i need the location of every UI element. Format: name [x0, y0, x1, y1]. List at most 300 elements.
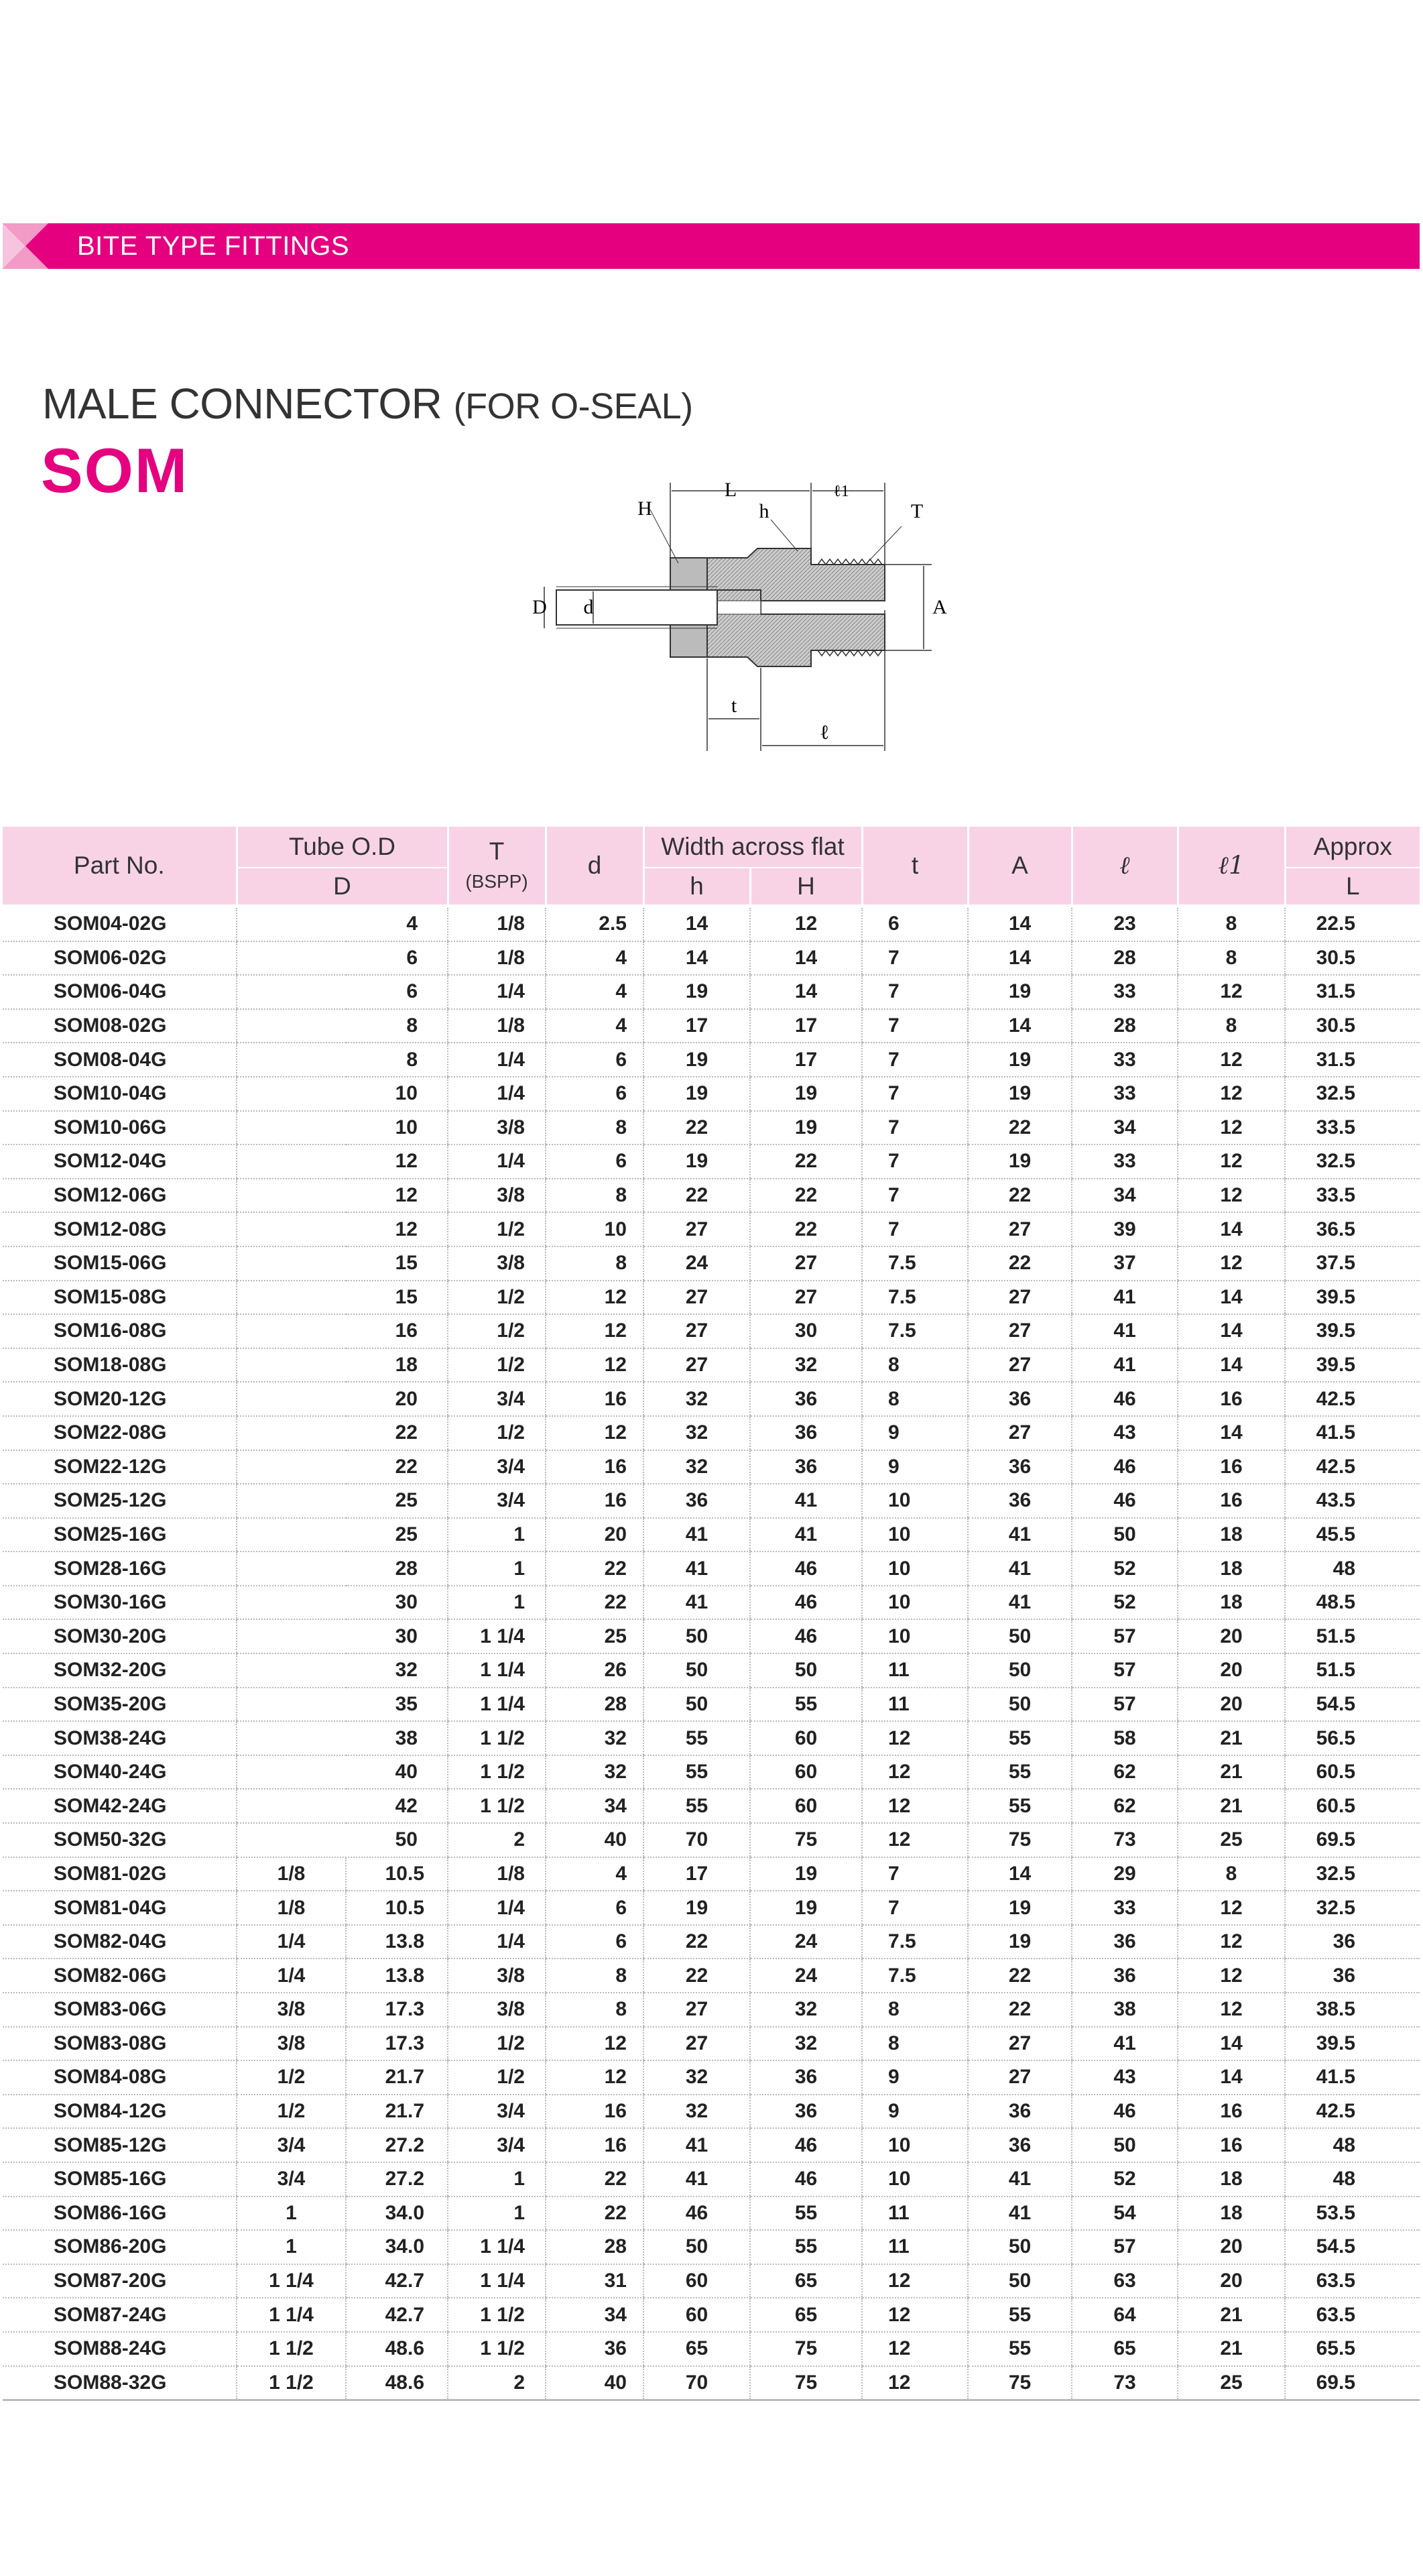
table-cell: 19 [643, 1891, 750, 1925]
table-cell: 1/4 [448, 1043, 546, 1077]
banner-arrow-icon [3, 223, 48, 269]
table-cell: 1 [448, 1586, 546, 1620]
table-cell: 3/8 [237, 1993, 346, 2027]
table-cell: 3/8 [448, 1179, 546, 1213]
table-cell: 19 [968, 1043, 1072, 1077]
table-cell: 57 [1072, 1653, 1178, 1688]
table-cell: 1/2 [448, 2027, 546, 2061]
table-cell: 36 [968, 2128, 1072, 2162]
diagram-label-D: D [532, 596, 547, 618]
table-cell: SOM85-16G [3, 2162, 237, 2197]
table-cell: 33 [1072, 975, 1178, 1009]
table-cell: 3/4 [237, 2162, 346, 2197]
banner-title: BITE TYPE FITTINGS [77, 231, 350, 261]
header-tube-od: Tube O.D [237, 827, 448, 868]
table-row [3, 1823, 1420, 1857]
table-cell: 50 [968, 1619, 1072, 1653]
table-cell: 1 1/2 [237, 2332, 346, 2366]
table-cell: 8 [1178, 941, 1285, 976]
table-cell: 7 [862, 1077, 968, 1111]
table-cell: 8 [862, 2027, 968, 2061]
table-cell: 12 [1178, 1077, 1285, 1111]
table-cell: 13.8 [346, 1925, 448, 1959]
table-cell: 10 [546, 1212, 643, 1246]
table-cell: 55 [968, 1755, 1072, 1790]
table-cell: 29 [1072, 1857, 1178, 1891]
table-cell: 7 [862, 975, 968, 1009]
header-tube-od-D: D [237, 868, 448, 906]
table-cell: 33 [1072, 1891, 1178, 1925]
table-cell: 57 [1072, 2230, 1178, 2264]
table-cell: 34 [1072, 1179, 1178, 1213]
table-cell: 6 [237, 941, 448, 976]
table-row [3, 1043, 1420, 1077]
table-cell: 46 [750, 2128, 862, 2162]
table-row [3, 1552, 1420, 1586]
table-cell: 12 [862, 2264, 968, 2298]
table-cell: 28 [237, 1552, 448, 1586]
table-cell: 12 [1178, 1145, 1285, 1179]
table-cell: 1 1/2 [237, 2366, 346, 2400]
table-cell: 39.5 [1285, 2027, 1420, 2061]
table-cell: 4 [237, 906, 448, 941]
table-cell: 1 1/2 [448, 1721, 546, 1755]
table-cell: 19 [968, 975, 1072, 1009]
table-cell: 7 [862, 1145, 968, 1179]
table-cell: SOM82-04G [3, 1925, 237, 1959]
header-approx-L: L [1285, 868, 1420, 906]
table-cell: 36 [546, 2332, 643, 2366]
table-row [3, 1179, 1420, 1213]
table-cell: 19 [968, 1145, 1072, 1179]
table-cell: 38 [1072, 1993, 1178, 2027]
table-cell: 41 [643, 2128, 750, 2162]
table-cell: 9 [862, 1416, 968, 1450]
table-cell: 41 [1072, 1281, 1178, 1315]
table-cell: 11 [862, 1653, 968, 1688]
table-cell: 12 [1178, 1891, 1285, 1925]
table-cell: 21 [1178, 2298, 1285, 2332]
table-cell: 22 [643, 1179, 750, 1213]
diagram-label-d: d [583, 596, 594, 618]
table-cell: 17.3 [346, 1993, 448, 2027]
table-cell: 27 [750, 1246, 862, 1281]
table-cell: 1 1/2 [448, 2332, 546, 2366]
table-cell: 27 [968, 1212, 1072, 1246]
table-row [3, 1619, 1420, 1653]
table-cell: SOM87-20G [3, 2264, 237, 2298]
table-cell: 73 [1072, 2366, 1178, 2400]
table-cell: 17 [643, 1857, 750, 1891]
table-row [3, 975, 1420, 1009]
table-cell: 12 [862, 2332, 968, 2366]
table-cell: 43.5 [1285, 1484, 1420, 1518]
table-cell: SOM35-20G [3, 1688, 237, 1722]
table-cell: 38 [237, 1721, 448, 1755]
table-cell: 32 [643, 2095, 750, 2129]
table-row [3, 1416, 1420, 1450]
table-cell: 12 [1178, 1111, 1285, 1145]
table-cell: 24 [750, 1925, 862, 1959]
header-A: A [968, 827, 1072, 906]
table-cell: 27 [643, 2027, 750, 2061]
table-cell: 53.5 [1285, 2197, 1420, 2231]
table-cell: 14 [1178, 1348, 1285, 1383]
table-cell: 36 [643, 1484, 750, 1518]
table-cell: SOM04-02G [3, 906, 237, 941]
table-cell: 8 [546, 1179, 643, 1213]
table-cell: 3/4 [448, 1382, 546, 1416]
table-cell: 20 [1178, 2264, 1285, 2298]
table-cell: 33 [1072, 1145, 1178, 1179]
table-cell: SOM85-12G [3, 2128, 237, 2162]
table-row [3, 1111, 1420, 1145]
table-cell: 21 [1178, 1721, 1285, 1755]
table-cell: 4 [546, 1857, 643, 1891]
table-cell: 22 [643, 1111, 750, 1145]
table-cell: 12 [546, 1314, 643, 1348]
table-cell: 12 [1178, 1958, 1285, 1993]
diagram-label-l: ℓ [819, 721, 830, 744]
table-cell: 19 [968, 1077, 1072, 1111]
table-cell: 42.7 [346, 2264, 448, 2298]
table-cell: 9 [862, 2095, 968, 2129]
table-cell: 1/4 [448, 1145, 546, 1179]
table-cell: 30 [750, 1314, 862, 1348]
table-cell: 55 [750, 1688, 862, 1722]
table-cell: 48.6 [346, 2332, 448, 2366]
table-cell: 57 [1072, 1619, 1178, 1653]
table-cell: 40 [546, 1823, 643, 1857]
table-cell: 56.5 [1285, 1721, 1420, 1755]
table-cell: 36.5 [1285, 1212, 1420, 1246]
table-cell: 6 [546, 1891, 643, 1925]
table-cell: 1/8 [448, 1009, 546, 1043]
table-cell: 55 [643, 1755, 750, 1790]
table-cell: SOM22-08G [3, 1416, 237, 1450]
table-cell: 36 [968, 1450, 1072, 1484]
table-cell: 1/4 [448, 1925, 546, 1959]
table-cell: 2.5 [546, 906, 643, 941]
table-row [3, 1518, 1420, 1552]
table-cell: 22 [546, 1586, 643, 1620]
table-cell: 1 1/4 [237, 2264, 346, 2298]
table-cell: 1/2 [237, 2095, 346, 2129]
table-cell: 28 [546, 2230, 643, 2264]
table-cell: 41 [1072, 1348, 1178, 1383]
table-cell: 46 [750, 1619, 862, 1653]
table-cell: 27 [750, 1281, 862, 1315]
table-cell: 24 [750, 1958, 862, 1993]
table-cell: 41 [968, 2197, 1072, 2231]
table-cell: 22 [750, 1145, 862, 1179]
table-cell: 10 [862, 1518, 968, 1552]
table-cell: 16 [546, 1450, 643, 1484]
table-cell: 14 [1178, 1281, 1285, 1315]
table-row [3, 2264, 1420, 2298]
product-title-main: MALE CONNECTOR [42, 379, 442, 428]
table-cell: 25 [1178, 2366, 1285, 2400]
table-cell: 41 [968, 2162, 1072, 2197]
specification-rows [3, 906, 1420, 2400]
table-cell: 22 [237, 1416, 448, 1450]
table-cell: 14 [968, 941, 1072, 976]
diagram-label-l1: ℓ1 [833, 483, 849, 500]
table-row [3, 1789, 1420, 1823]
table-cell: SOM25-16G [3, 1518, 237, 1552]
table-cell: 6 [546, 1043, 643, 1077]
table-cell: 2 [448, 1823, 546, 1857]
table-cell: 20 [237, 1382, 448, 1416]
table-row [3, 1484, 1420, 1518]
table-cell: 27.2 [346, 2162, 448, 2197]
table-cell: 41 [750, 1518, 862, 1552]
table-cell: 28 [546, 1688, 643, 1722]
table-cell: 46 [643, 2197, 750, 2231]
header-T-main: T [489, 837, 505, 865]
table-cell: 16 [237, 1314, 448, 1348]
table-cell: 42.5 [1285, 2095, 1420, 2129]
table-cell: 12 [546, 1416, 643, 1450]
table-row [3, 2027, 1420, 2061]
table-cell: 16 [546, 2095, 643, 2129]
table-cell: SOM22-12G [3, 1450, 237, 1484]
table-cell: SOM83-08G [3, 2027, 237, 2061]
table-cell: SOM20-12G [3, 1382, 237, 1416]
table-row [3, 2366, 1420, 2400]
table-cell: 2 [448, 2366, 546, 2400]
table-cell: 32 [643, 2060, 750, 2095]
table-cell: 60 [643, 2298, 750, 2332]
table-cell: SOM25-12G [3, 1484, 237, 1518]
table-cell: 10 [862, 1586, 968, 1620]
table-cell: 10 [862, 1552, 968, 1586]
diagram-label-h: h [759, 500, 769, 522]
table-cell: 63 [1072, 2264, 1178, 2298]
table-cell: SOM06-02G [3, 941, 237, 976]
table-cell: 9 [862, 1450, 968, 1484]
table-cell: 50 [968, 2230, 1072, 2264]
table-row [3, 1009, 1420, 1043]
table-cell: 33.5 [1285, 1111, 1420, 1145]
table-row [3, 1958, 1420, 1993]
table-cell: 50 [750, 1653, 862, 1688]
table-row [3, 1857, 1420, 1891]
table-row [3, 1755, 1420, 1790]
table-cell: 3/8 [448, 1111, 546, 1145]
table-row [3, 1314, 1420, 1348]
table-row [3, 2332, 1420, 2366]
header-T-sub: (BSPP) [465, 871, 528, 892]
table-row [3, 1450, 1420, 1484]
table-cell: 1/8 [448, 941, 546, 976]
table-cell: 27 [968, 1314, 1072, 1348]
table-cell: 32 [750, 1348, 862, 1383]
table-cell: 30 [237, 1586, 448, 1620]
table-cell: 50 [968, 2264, 1072, 2298]
table-cell: 14 [1178, 1416, 1285, 1450]
table-cell: 7.5 [862, 1281, 968, 1315]
table-row [3, 2128, 1420, 2162]
table-cell: 19 [643, 1145, 750, 1179]
table-cell: SOM38-24G [3, 1721, 237, 1755]
table-cell: 8 [1178, 1857, 1285, 1891]
header-l: ℓ [1072, 827, 1178, 906]
table-cell: 22 [750, 1179, 862, 1213]
table-row [3, 1077, 1420, 1111]
table-cell: 32 [237, 1653, 448, 1688]
table-cell: 42.5 [1285, 1450, 1420, 1484]
table-cell: 24 [643, 1246, 750, 1281]
table-cell: 6 [546, 1145, 643, 1179]
table-cell: 39.5 [1285, 1281, 1420, 1315]
table-cell: 46 [1072, 2095, 1178, 2129]
table-cell: 16 [1178, 1484, 1285, 1518]
table-cell: SOM15-06G [3, 1246, 237, 1281]
table-cell: 32 [643, 1382, 750, 1416]
table-cell: 18 [1178, 1552, 1285, 1586]
table-cell: 14 [643, 941, 750, 976]
table-cell: 20 [546, 1518, 643, 1552]
table-cell: 46 [1072, 1450, 1178, 1484]
table-cell: 12 [862, 2298, 968, 2332]
table-cell: 36 [750, 1450, 862, 1484]
table-cell: 43 [1072, 2060, 1178, 2095]
header-d: d [546, 827, 643, 906]
table-cell: 10.5 [346, 1891, 448, 1925]
table-cell: SOM87-24G [3, 2298, 237, 2332]
table-cell: SOM86-20G [3, 2230, 237, 2264]
table-cell: 12 [237, 1212, 448, 1246]
table-cell: SOM06-04G [3, 975, 237, 1009]
table-cell: 19 [968, 1891, 1072, 1925]
table-cell: 31.5 [1285, 975, 1420, 1009]
table-cell: 30 [237, 1619, 448, 1653]
table-cell: 21 [1178, 2332, 1285, 2366]
table-cell: 6 [237, 975, 448, 1009]
table-cell: 32 [546, 1755, 643, 1790]
table-cell: SOM88-24G [3, 2332, 237, 2366]
header-t: t [862, 827, 968, 906]
table-cell: 27 [643, 1348, 750, 1383]
table-cell: 15 [237, 1246, 448, 1281]
table-cell: 22 [643, 1958, 750, 1993]
table-cell: 3/8 [448, 1993, 546, 2027]
table-cell: 1/2 [448, 1314, 546, 1348]
table-cell: 54.5 [1285, 1688, 1420, 1722]
table-row [3, 1348, 1420, 1383]
table-cell: 51.5 [1285, 1653, 1420, 1688]
table-cell: 50 [1072, 2128, 1178, 2162]
table-row [3, 1246, 1420, 1281]
table-cell: SOM08-04G [3, 1043, 237, 1077]
table-cell: 36 [1072, 1958, 1178, 1993]
table-cell: 7.5 [862, 1925, 968, 1959]
table-row [3, 1891, 1420, 1925]
header-H: H [750, 868, 862, 906]
table-cell: 36 [750, 1382, 862, 1416]
table-cell: 39 [1072, 1212, 1178, 1246]
fitting-diagram [530, 469, 999, 818]
table-cell: 52 [1072, 2162, 1178, 2197]
table-cell: 1 1/2 [448, 2298, 546, 2332]
table-cell: 7 [862, 1857, 968, 1891]
table-cell: 33 [1072, 1077, 1178, 1111]
table-cell: 12 [1178, 975, 1285, 1009]
table-cell: 8 [237, 1009, 448, 1043]
table-cell: 32.5 [1285, 1145, 1420, 1179]
table-cell: 8 [237, 1043, 448, 1077]
table-cell: 32 [546, 1721, 643, 1755]
table-cell: 60 [643, 2264, 750, 2298]
table-cell: 8 [862, 1348, 968, 1383]
table-cell: 46 [750, 1586, 862, 1620]
table-cell: 12 [1178, 1925, 1285, 1959]
table-cell: 22 [968, 1993, 1072, 2027]
table-row [3, 2162, 1420, 2197]
table-cell: 45.5 [1285, 1518, 1420, 1552]
table-cell: 75 [968, 2366, 1072, 2400]
table-cell: 32 [643, 1416, 750, 1450]
table-cell: 20 [1178, 1619, 1285, 1653]
table-cell: SOM12-06G [3, 1179, 237, 1213]
table-cell: 38.5 [1285, 1993, 1420, 2027]
table-cell: 41 [968, 1518, 1072, 1552]
table-cell: 7 [862, 1212, 968, 1246]
table-cell: 32 [750, 1993, 862, 2027]
table-cell: 52 [1072, 1552, 1178, 1586]
table-cell: 75 [968, 1823, 1072, 1857]
table-cell: 41 [968, 1586, 1072, 1620]
table-cell: 14 [643, 906, 750, 941]
header-width-across-flat: Width across flat [643, 827, 862, 868]
table-cell: 75 [750, 2332, 862, 2366]
table-cell: 50 [1072, 1518, 1178, 1552]
table-cell: 37 [1072, 1246, 1178, 1281]
table-cell: 8 [1178, 906, 1285, 941]
table-cell: 20 [1178, 2230, 1285, 2264]
table-cell: 48 [1285, 2128, 1420, 2162]
table-cell: 50 [643, 2230, 750, 2264]
table-cell: 12 [237, 1179, 448, 1213]
table-cell: 41.5 [1285, 1416, 1420, 1450]
table-cell: 14 [750, 941, 862, 976]
table-cell: 1/2 [448, 1212, 546, 1246]
table-cell: 11 [862, 1688, 968, 1722]
table-cell: SOM86-16G [3, 2197, 237, 2231]
table-cell: SOM30-20G [3, 1619, 237, 1653]
table-cell: 7 [862, 1111, 968, 1145]
table-cell: 22.5 [1285, 906, 1420, 941]
table-cell: 12 [862, 1755, 968, 1790]
table-cell: 48 [1285, 2162, 1420, 2197]
table-cell: 7.5 [862, 1246, 968, 1281]
table-cell: 10 [237, 1111, 448, 1145]
table-cell: 10.5 [346, 1857, 448, 1891]
table-cell: 18 [1178, 1518, 1285, 1552]
table-row [3, 1382, 1420, 1416]
table-cell: 3/4 [448, 2095, 546, 2129]
table-cell: 32 [643, 1450, 750, 1484]
table-cell: 7 [862, 1043, 968, 1077]
table-cell: 1/8 [448, 1857, 546, 1891]
table-cell: 7.5 [862, 1314, 968, 1348]
table-cell: 55 [968, 2332, 1072, 2366]
table-cell: 18 [237, 1348, 448, 1383]
table-cell: 8 [546, 1993, 643, 2027]
table-cell: 55 [968, 1789, 1072, 1823]
specification-table [3, 827, 1420, 2401]
